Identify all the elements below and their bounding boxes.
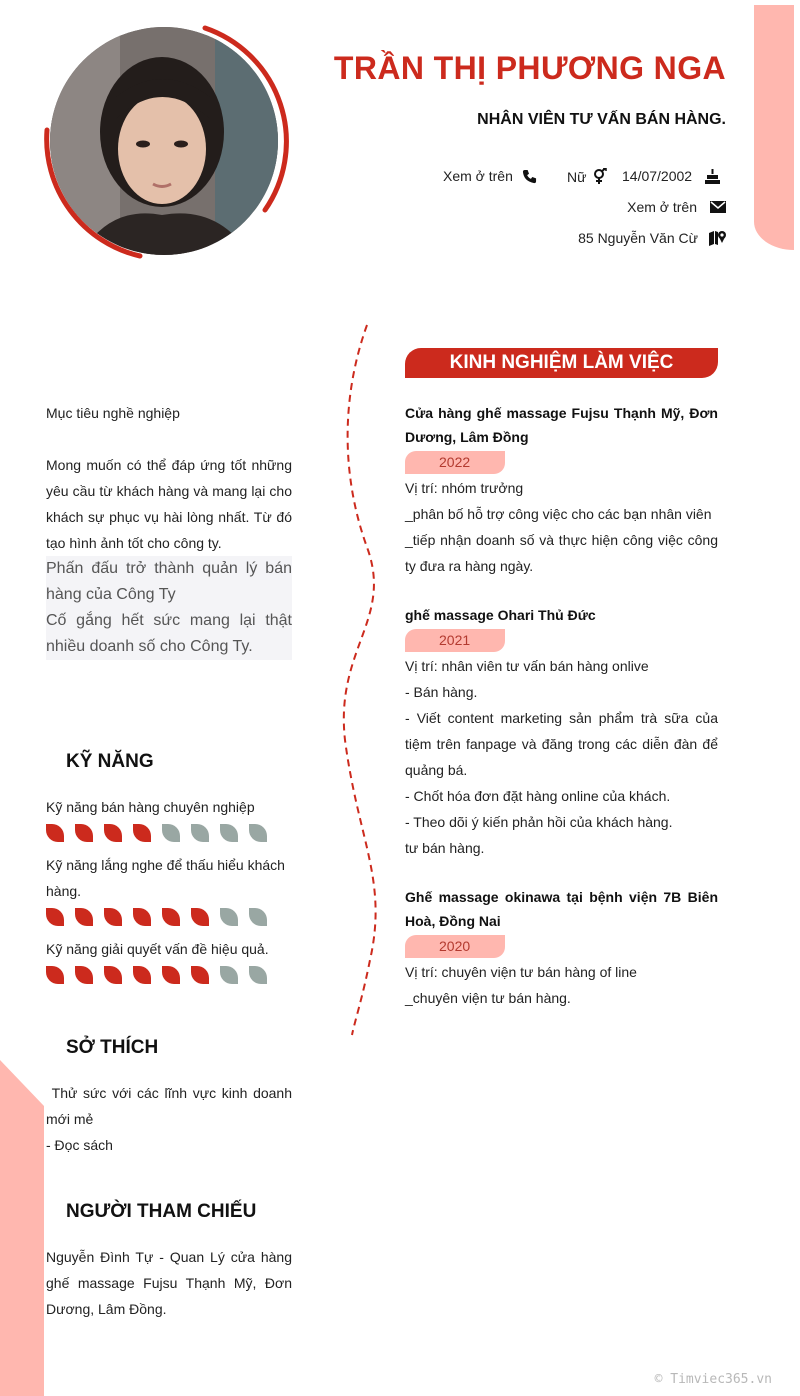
skill-leaf-empty — [220, 824, 238, 842]
objective-body: Mong muốn có thể đáp ứng tốt những yêu cầu từ khách hàng và mang lại cho khách sự phục vụ hài lòng nhất. Từ đó tạo hình ảnh tốt cho công ty. — [46, 457, 292, 551]
skill-leaf-filled — [75, 824, 93, 842]
skill-leaf-filled — [46, 966, 64, 984]
job-line: _chuyên viện tư bán hàng. — [405, 990, 571, 1006]
job-line: _phân bố hỗ trợ công việc cho các bạn nhân viên — [405, 506, 712, 522]
job-year: 2022 — [405, 451, 505, 474]
job-company: ghế massage Ohari Thủ Đức — [405, 607, 596, 623]
skill-leaf-filled — [162, 908, 180, 926]
birthday-text: 14/07/2002 — [622, 168, 693, 184]
job-year: 2020 — [405, 935, 505, 958]
skill-rating — [46, 966, 267, 984]
hobby-item: - Đọc sách — [46, 1137, 113, 1153]
skill-rating — [46, 908, 267, 926]
job-line: Vị trí: chuyên viện tư bán hàng of line — [405, 964, 637, 980]
job-line: _tiếp nhận doanh số và thực hiện công việc công ty đưa ra hàng ngày. — [405, 532, 718, 574]
job-year: 2021 — [405, 629, 505, 652]
skill-leaf-empty — [220, 966, 238, 984]
gender-text: Nữ — [567, 168, 587, 185]
email-text: Xem ở trên — [627, 199, 697, 215]
skill-leaf-filled — [162, 966, 180, 984]
skill-leaf-filled — [133, 966, 151, 984]
job-line: Vị trí: nhóm trưởng — [405, 480, 524, 496]
phone-icon — [522, 169, 537, 184]
references-body: Nguyễn Đình Tự - Quan Lý cửa hàng ghế massage Fujsu Thạnh Mỹ, Đơn Dương, Lâm Đồng. — [46, 1249, 292, 1317]
references-title: NGƯỜI THAM CHIẾU — [66, 1201, 257, 1222]
job-line: - Viết content marketing sản phẩm trà sữa của tiệm trên fanpage và đăng trong các diễn đàn để quảng bá. — [405, 710, 718, 778]
skills-title: KỸ NĂNG — [66, 751, 154, 772]
skill-leaf-filled — [104, 824, 122, 842]
skill-name: Kỹ năng giải quyết vấn đề hiệu quả. — [46, 941, 269, 957]
job-line: Vị trí: nhân viên tư vấn bán hàng onlive — [405, 658, 649, 674]
skill-leaf-filled — [46, 908, 64, 926]
skill-leaf-empty — [249, 966, 267, 984]
objective-highlight-1: Phấn đấu trở thành quản lý bán hàng của Công Ty — [46, 556, 292, 608]
skill-leaf-filled — [133, 824, 151, 842]
objective-title: Mục tiêu nghề nghiệp — [46, 405, 180, 421]
address-info — [578, 230, 726, 246]
watermark: © Timviec365.vn — [654, 1372, 772, 1387]
skill-leaf-filled — [191, 966, 209, 984]
skill-leaf-filled — [75, 966, 93, 984]
skill-leaf-empty — [162, 824, 180, 842]
gender-icon — [593, 168, 607, 185]
address-text: 85 Nguyễn Văn Cừ — [578, 230, 698, 246]
skill-name: Kỹ năng lắng nghe để thấu hiểu khách hàng. — [46, 857, 285, 899]
hobbies-title: SỞ THÍCH — [66, 1037, 159, 1058]
skill-rating — [46, 824, 267, 842]
skill-leaf-filled — [191, 908, 209, 926]
skill-leaf-empty — [249, 824, 267, 842]
job-line: - Chốt hóa đơn đặt hàng online của khách. — [405, 788, 671, 804]
email-info — [627, 199, 726, 215]
objective-highlight-2: Cố gắng hết sức mang lại thật nhiều doanh số cho Công Ty. — [46, 608, 292, 660]
skill-leaf-empty — [220, 908, 238, 926]
skill-leaf-filled — [46, 824, 64, 842]
phone-text: Xem ở trên — [443, 168, 513, 184]
avatar-photo — [50, 27, 278, 255]
gender-info — [567, 168, 607, 185]
experience-title: KINH NGHIỆM LÀM VIỆC — [405, 348, 718, 378]
skill-leaf-filled — [104, 908, 122, 926]
job-line: tư bán hàng. — [405, 840, 485, 856]
job-title: NHÂN VIÊN TƯ VẤN BÁN HÀNG. — [477, 111, 726, 128]
candidate-name: TRẦN THỊ PHƯƠNG NGA — [333, 50, 726, 86]
birthday-info — [622, 168, 720, 184]
birthday-cake-icon — [705, 168, 720, 184]
avatar — [50, 27, 278, 255]
corner-decoration-bottom-left — [0, 1060, 44, 1396]
job-entry — [405, 401, 718, 579]
dashed-divider — [330, 320, 390, 1040]
map-marker-icon — [709, 230, 726, 246]
phone-info — [443, 168, 537, 184]
skill-leaf-filled — [133, 908, 151, 926]
hobby-item: Thử sức với các lĩnh vực kinh doanh mới mẻ — [46, 1085, 296, 1127]
corner-decoration-top-right — [754, 5, 794, 250]
job-company: Ghế massage okinawa tại bệnh viện 7B Biên Hoà, Đồng Nai — [405, 889, 718, 929]
envelope-icon — [710, 201, 726, 213]
job-company: Cửa hàng ghế massage Fujsu Thạnh Mỹ, Đơn Dương, Lâm Đồng — [405, 405, 718, 445]
skill-leaf-empty — [191, 824, 209, 842]
job-line: - Bán hàng. — [405, 684, 478, 700]
job-entry — [405, 885, 718, 1011]
job-entry — [405, 603, 718, 861]
skill-leaf-empty — [249, 908, 267, 926]
skill-leaf-filled — [75, 908, 93, 926]
skill-leaf-filled — [104, 966, 122, 984]
skill-name: Kỹ năng bán hàng chuyên nghiệp — [46, 799, 255, 815]
job-line: - Theo dõi ý kiến phản hồi của khách hàng. — [405, 814, 673, 830]
